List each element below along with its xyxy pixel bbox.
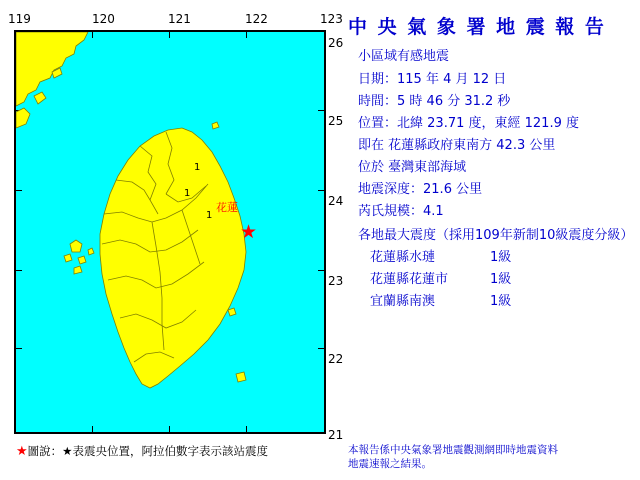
intensity-place-1: 花蓮縣水璉 xyxy=(370,250,436,265)
intensity-value-3: 1級 xyxy=(490,294,512,309)
report-footer xyxy=(348,443,558,471)
report-panel xyxy=(340,0,640,480)
value-date: 115 年 4 月 12 日 xyxy=(397,72,507,87)
latitude-tick-24: 24 xyxy=(328,194,344,208)
report-row-date xyxy=(358,68,506,87)
intensity-section-header: 各地最大震度（採用109年新制10級震度分級） xyxy=(358,228,634,243)
label-magnitude: 芮氏規模： xyxy=(358,204,424,219)
label-depth: 地震深度： xyxy=(358,182,424,197)
report-row-relative-position xyxy=(358,134,555,153)
intensity-row-3 xyxy=(370,290,511,309)
station-label-hualien: 花蓮 xyxy=(216,201,238,214)
intensity-mark-2: 1 xyxy=(184,188,191,199)
longitude-tick-119: 119 xyxy=(8,12,31,26)
report-row-time xyxy=(358,90,510,109)
intensity-row-1 xyxy=(370,246,511,265)
intensity-mark-1: 1 xyxy=(194,162,201,173)
value-depth: 21.6 公里 xyxy=(423,182,483,197)
longitude-tick-120: 120 xyxy=(92,12,115,26)
map-caption xyxy=(16,443,268,459)
value-time: 5 時 46 分 31.2 秒 xyxy=(397,94,511,109)
longitude-tick-123: 123 xyxy=(320,12,343,26)
longitude-tick-122: 122 xyxy=(245,12,268,26)
report-row-depth xyxy=(358,178,482,197)
latitude-tick-22: 22 xyxy=(328,352,344,366)
report-row-magnitude xyxy=(358,200,444,219)
report-title: 中 央 氣 象 署 地 震 報 告 xyxy=(348,16,606,38)
label-location: 位置： xyxy=(358,116,398,131)
intensity-mark-3: 1 xyxy=(206,210,213,221)
latitude-tick-23: 23 xyxy=(328,274,344,288)
map-frame xyxy=(14,30,326,434)
latitude-tick-25: 25 xyxy=(328,114,344,128)
label-relative-position: 即在 xyxy=(358,138,385,153)
caption-text: 圖說：★表震央位置，阿拉伯數字表示該站震度 xyxy=(27,444,268,458)
latitude-tick-26: 26 xyxy=(328,36,344,50)
report-row-location xyxy=(358,112,579,131)
intensity-value-2: 1級 xyxy=(490,272,512,287)
longitude-tick-121: 121 xyxy=(168,12,191,26)
footer-line-1: 本報告係中央氣象署地震觀測網即時地震資料 xyxy=(348,444,558,456)
intensity-place-3: 宜蘭縣南澳 xyxy=(370,294,436,309)
value-location: 北緯 23.71 度，東經 121.9 度 xyxy=(397,116,579,131)
epicenter-star-marker: ★ xyxy=(240,221,258,243)
value-region: 臺灣東部海域 xyxy=(388,160,467,175)
label-time: 時間： xyxy=(358,94,398,109)
intensity-place-2: 花蓮縣花蓮市 xyxy=(370,272,449,287)
report-row-region xyxy=(358,156,466,175)
latitude-tick-21: 21 xyxy=(328,428,344,442)
intensity-row-2 xyxy=(370,268,511,287)
label-region: 位於 xyxy=(358,160,385,175)
value-magnitude: 4.1 xyxy=(423,204,444,219)
footer-line-2: 地震速報之結果。 xyxy=(348,458,432,471)
label-date: 日期： xyxy=(358,72,398,87)
report-subtitle: 小區域有感地震 xyxy=(358,49,450,64)
caption-star-icon: ★ xyxy=(16,444,28,459)
intensity-value-1: 1級 xyxy=(490,250,512,265)
value-relative-position: 花蓮縣政府東南方 42.3 公里 xyxy=(388,138,556,153)
taiwan-map-graphic xyxy=(16,32,324,432)
